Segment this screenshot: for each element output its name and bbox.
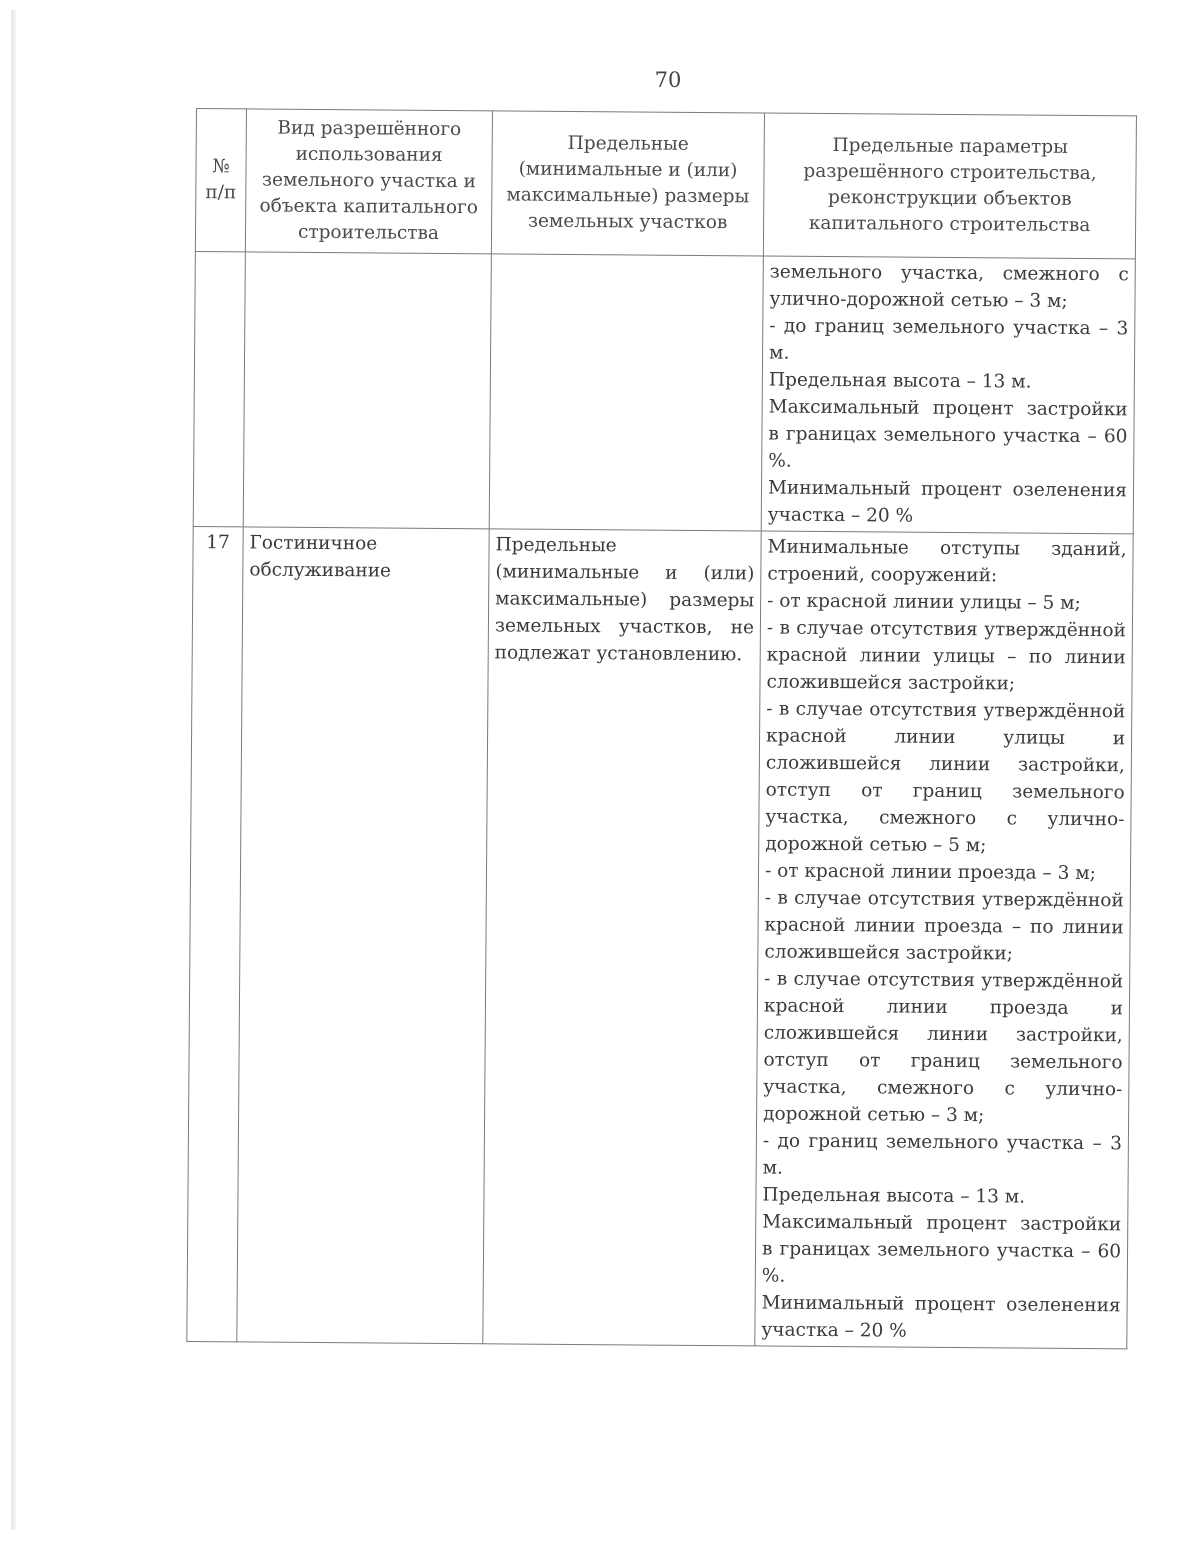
row-number: 17 — [187, 526, 243, 1341]
regulations-table — [186, 108, 1137, 1349]
param-line: Минимальный процент озеленения участка – 20 % — [767, 477, 1128, 527]
param-line: земельного участка, смежного с улично-дорожной сетью – 3 м; — [769, 261, 1129, 312]
param-line: - от красной линии улицы – 5 м; — [767, 590, 1081, 614]
header-permitted-use: Вид разрешённого использования земельного участка и объекта капитального строительства — [245, 109, 492, 254]
row-number — [193, 251, 245, 526]
page-number: 70 — [654, 68, 682, 92]
header-construction-params: Предельные параметры разрешённого строительства, реконструкции объектов капитального строительства — [763, 113, 1136, 259]
table-row — [187, 526, 1133, 1348]
row-plot-size — [483, 529, 761, 1346]
param-line: - до границ земельного участка – 3 м. — [769, 315, 1129, 364]
param-line: Минимальные отступы зданий, строений, сооружений: — [767, 536, 1127, 587]
row-permitted-use: Гостиничное обслуживание — [237, 527, 489, 1344]
scan-edge — [11, 10, 16, 1530]
row-permitted-use — [243, 252, 491, 529]
param-line: Предельная высота – 13 м. — [762, 1184, 1026, 1208]
table-row — [193, 251, 1135, 533]
param-line: - в случае отсутствия утверждённой красной линии проезда – по линии сложившейся застройки; — [764, 887, 1124, 965]
header-number: № п/п — [195, 109, 246, 252]
param-line: - в случае отсутствия утверждённой красной линии улицы и сложившейся линии застройки, отступ от границ земельного участка, смежного с улично-дорожной сетью – 5 м; — [765, 698, 1126, 857]
row-construction-params — [755, 531, 1133, 1349]
param-line: - от красной линии проезда – 3 м; — [764, 860, 1096, 885]
table-header-row — [195, 109, 1136, 259]
param-line: - в случае отсутствия утверждённой красной линии проезда и сложившейся линии застройки, отступ от границ земельного участка, смежного с улично-дорожной сетью – 3 м; — [763, 968, 1124, 1127]
row-plot-size — [489, 254, 763, 531]
param-line: Максимальный процент застройки в границах земельного участка – 60 %. — [768, 396, 1128, 472]
param-line: Максимальный процент застройки в границах земельного участка – 60 %. — [761, 1211, 1122, 1287]
param-line: Предельная высота – 13 м. — [768, 369, 1032, 393]
row-construction-params — [761, 256, 1135, 534]
param-line: - до границ земельного участка – 3 м. — [762, 1130, 1122, 1179]
plot-size-text: Предельные (минимальные и (или) максимальные) размеры земельных участков, не подлежат установлению. — [494, 534, 755, 666]
param-line: - в случае отсутствия утверждённой красной линии улицы – по линии сложившейся застройки; — [766, 617, 1127, 695]
header-plot-size: Предельные (минимальные и (или) максимальные) размеры земельных участков — [491, 111, 764, 256]
param-line: Минимальный процент озеленения участка – 20 % — [761, 1292, 1121, 1342]
